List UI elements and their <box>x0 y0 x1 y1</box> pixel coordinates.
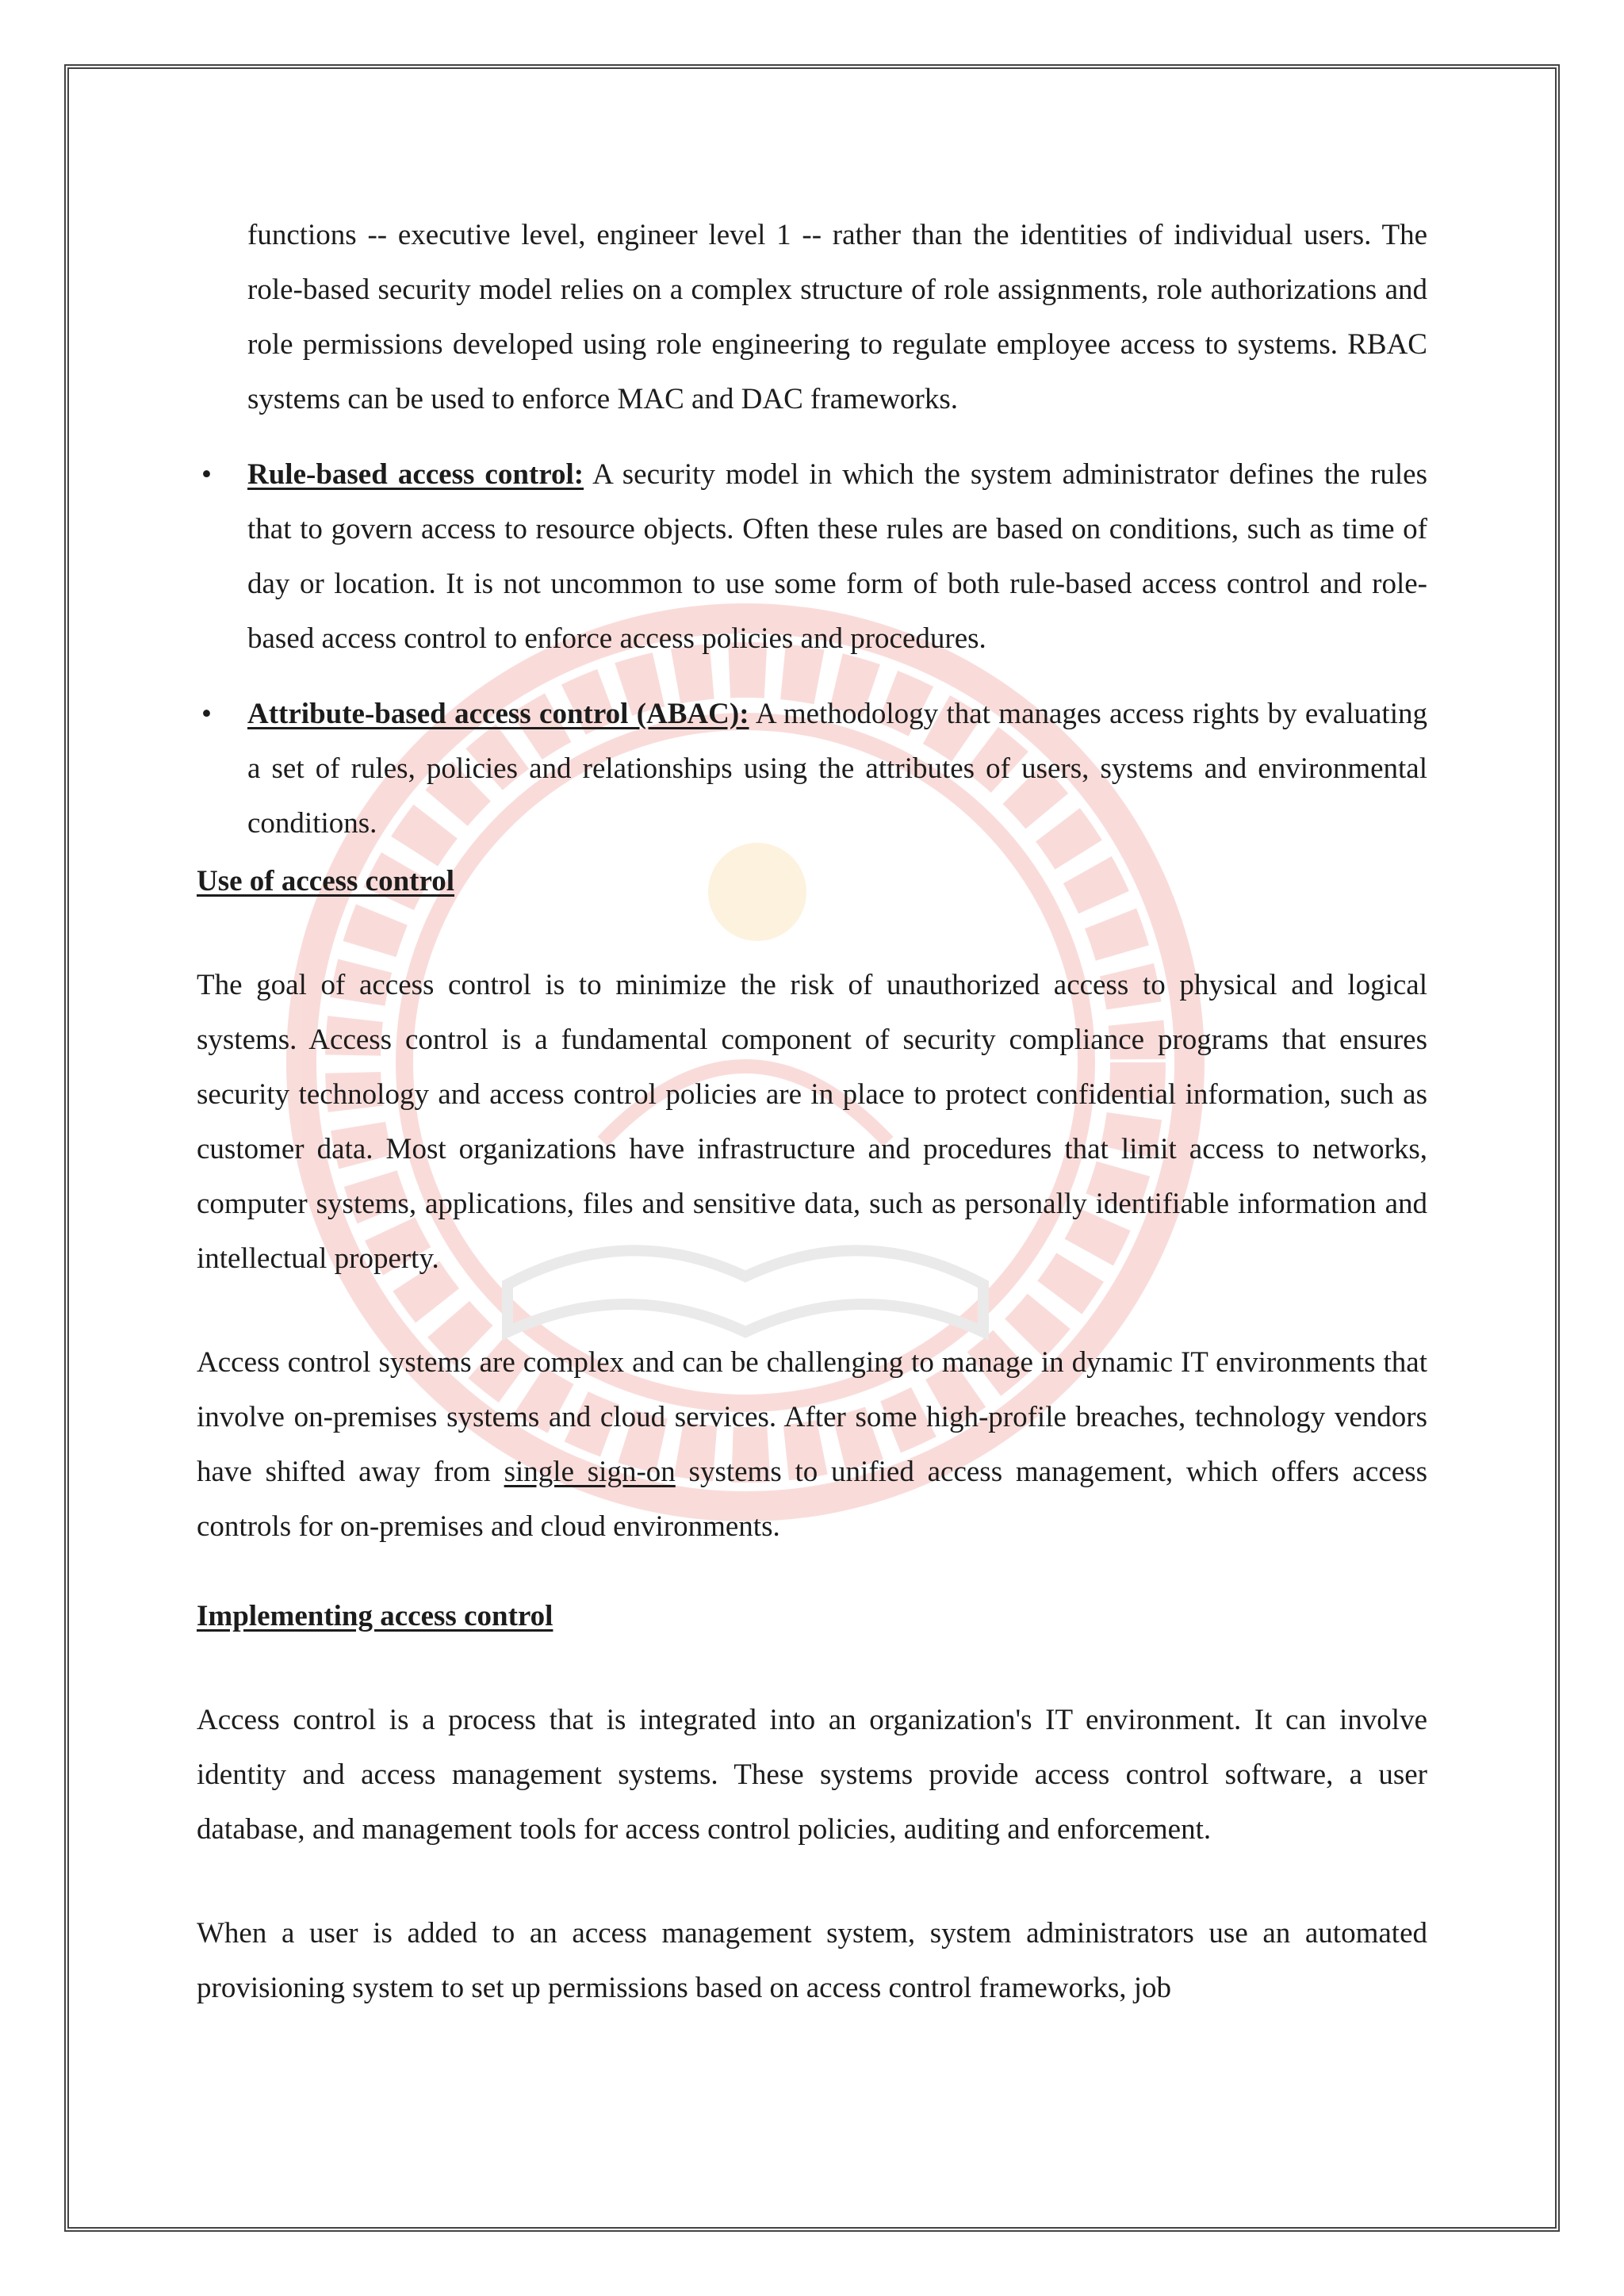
section-heading-implementing: Implementing access control <box>197 1600 553 1632</box>
section-heading-use: Use of access control <box>197 865 455 897</box>
bullet-dot-icon: • <box>201 698 212 730</box>
bullet-text: A security model in which the system administrator defines the rules that to govern access to resource objects. Often these rules are based on conditions, such as time of day or location. It is not uncommon to use some form of both rule-based access control and role-based access control to enforce access policies and procedures. <box>247 458 1428 655</box>
bullet-rule-based <box>197 447 1427 666</box>
bullet-term: Rule-based access control: <box>247 458 584 491</box>
single-sign-on-link[interactable]: single sign-on <box>504 1456 676 1488</box>
continuation-paragraph: functions -- executive level, engineer level 1 -- rather than the identities of individual users. The role-based security model relies on a complex structure of role assignments, role authorizations and role permissions developed using role engineering to regulate employee access to systems. RBAC systems can be used to enforce MAC and DAC frameworks. <box>247 219 1427 415</box>
use-paragraph-2 <box>197 1335 1427 1554</box>
bullet-text: A methodology that manages access rights by evaluating a set of rules, policies and relationships using the attributes of users, systems and environmental conditions. <box>247 698 1427 840</box>
use-paragraph-2-end: systems to unified access management, which offers access controls for on-premises and cloud environments. <box>197 1456 1427 1543</box>
implementing-paragraph-1: Access control is a process that is integrated into an organization's IT environment. It can involve identity and access management systems. These systems provide access control software, a user database, and management tools for access control policies, auditing and enforcement. <box>197 1704 1427 1846</box>
use-paragraph-2-start: Access control systems are complex and can be challenging to manage in dynamic IT environments that involve on-premises systems and cloud services. After some high-profile breaches, technology vendors have shifted away from <box>197 1346 1427 1488</box>
bullet-term: Attribute-based access control (ABAC): <box>247 698 749 730</box>
bullet-abac <box>197 687 1427 851</box>
document-body <box>197 208 1427 2015</box>
use-paragraph-1: The goal of access control is to minimize the risk of unauthorized access to physical and logical systems. Access control is a fundamental component of security compliance programs that ensures security technology and access control policies are in place to protect confidential information, such as customer data. Most organizations have infrastructure and procedures that limit access to networks, computer systems, applications, files and sensitive data, such as personally identifiable information and intellectual property. <box>197 969 1427 1275</box>
implementing-paragraph-2: When a user is added to an access management system, system administrators use an automated provisioning system to set up permissions based on access control frameworks, job <box>197 1917 1427 2004</box>
bullet-dot-icon: • <box>201 458 212 491</box>
